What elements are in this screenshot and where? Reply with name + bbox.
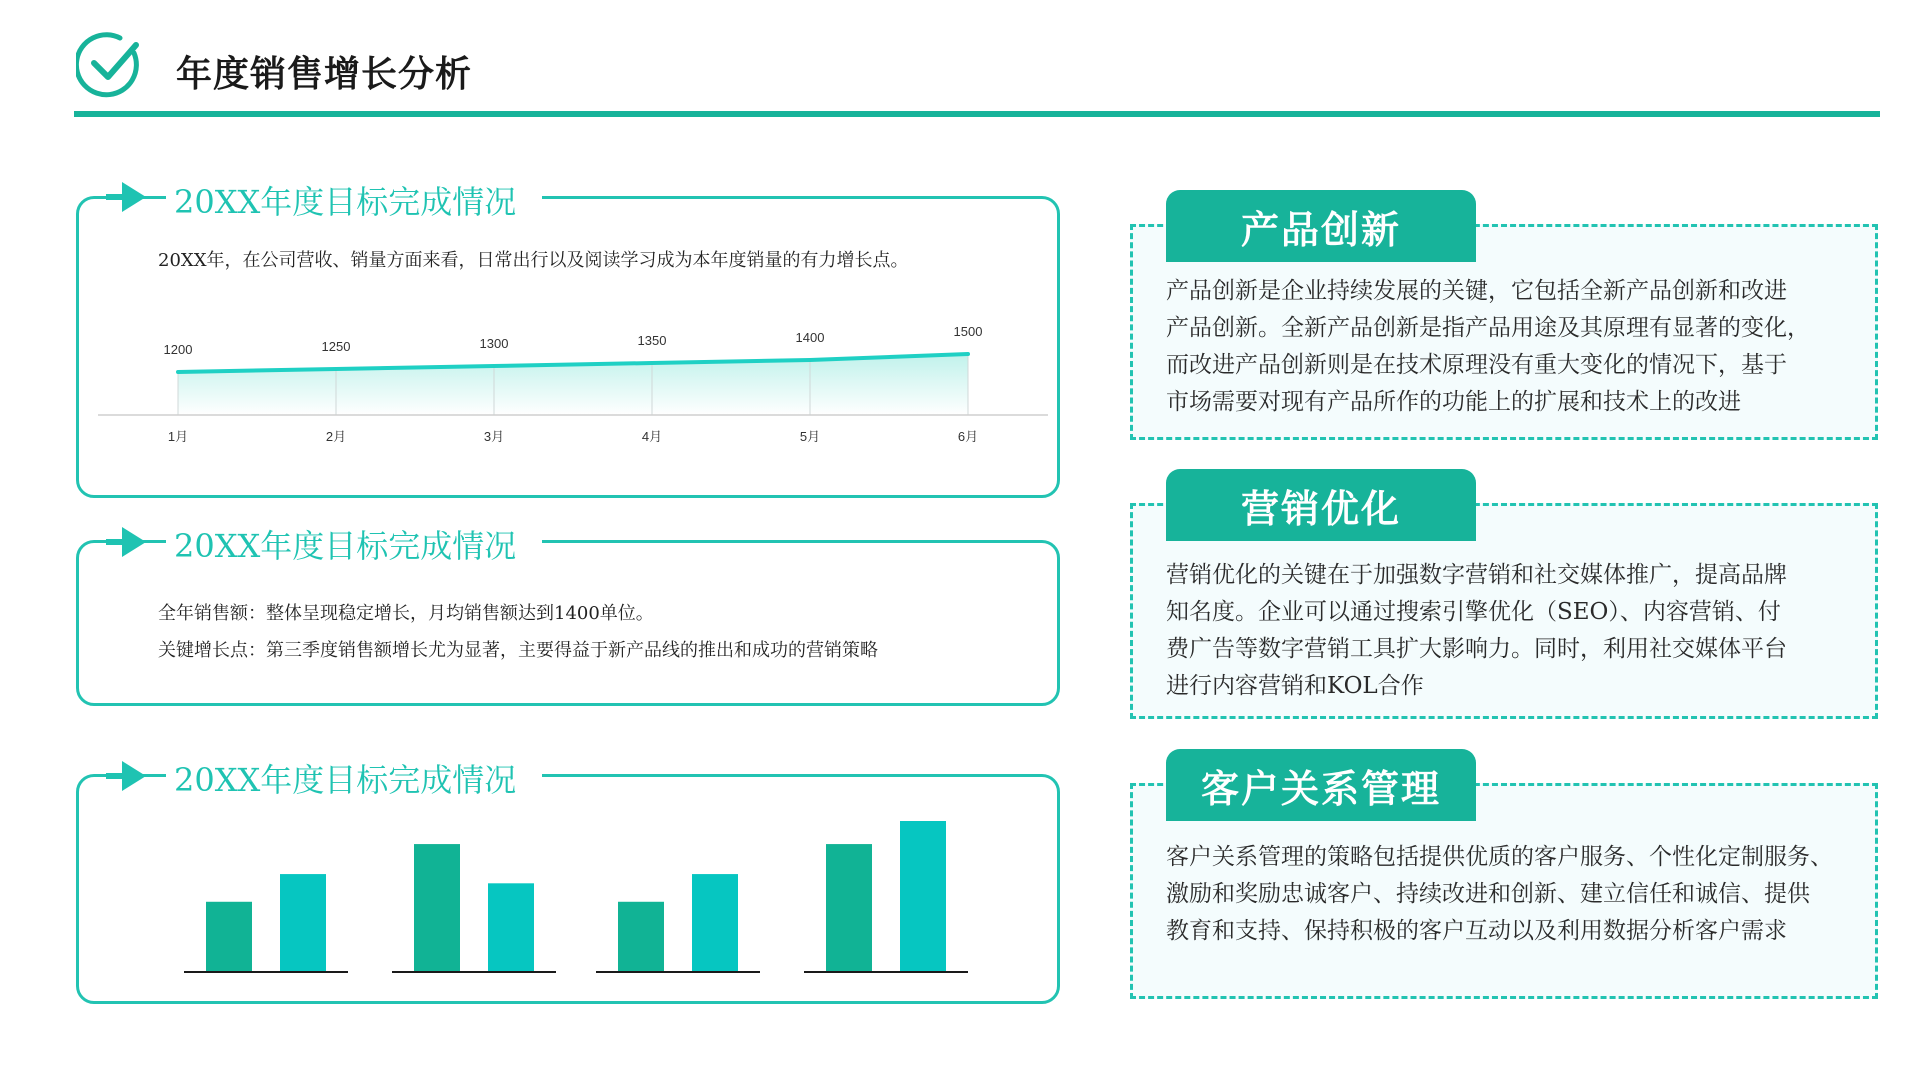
data-label: 1500 xyxy=(953,324,983,339)
summary-line-growth: 关键增长点：第三季度销售额增长尤为显著，主要得益于新产品线的推出和成功的营销策略 xyxy=(158,640,878,661)
summary-line-sales: 全年销售额：整体呈现稳定增长，月均销售额达到1400单位。 xyxy=(158,603,654,624)
bar xyxy=(618,902,664,971)
x-tick-label: 3月 xyxy=(483,429,505,444)
text-line: 市场需要对现有产品所作的功能上的扩展和技术上的改进 xyxy=(1166,389,1741,415)
text-line: 费广告等数字营销工具扩大影响力。同时，利用社交媒体平台 xyxy=(1166,636,1787,662)
text-line: 激励和奖励忠诚客户、持续改进和创新、建立信任和诚信、提供 xyxy=(1166,881,1810,907)
card-tab xyxy=(1166,749,1476,821)
bar xyxy=(826,844,872,971)
panel-description: 20XX年，在公司营收、销量方面来看，日常出行以及阅读学习成为本年度销量的有力增长点。 xyxy=(158,250,909,271)
x-tick-label: 1月 xyxy=(167,429,189,444)
card-title: 客户关系管理 xyxy=(1200,765,1441,811)
data-label: 1200 xyxy=(163,342,193,357)
card-tab xyxy=(1166,190,1476,262)
card-title: 营销优化 xyxy=(1240,485,1401,531)
panel-title: 20XX年度目标完成情况 xyxy=(166,177,542,223)
arrow-right-icon xyxy=(106,182,146,212)
bar xyxy=(900,821,946,971)
card-text xyxy=(1166,839,1866,950)
bar xyxy=(692,874,738,971)
panel-title: 20XX年度目标完成情况 xyxy=(166,521,542,567)
text-line: 知名度。企业可以通过搜索引擎优化（SEO）、内容营销、付 xyxy=(1166,599,1781,625)
text-line: 产品创新。全新产品创新是指产品用途及其原理有显著的变化， xyxy=(1166,315,1810,341)
x-tick-label: 5月 xyxy=(799,429,821,444)
arrow-right-icon xyxy=(106,527,146,557)
data-label: 1300 xyxy=(479,336,509,351)
card-tab xyxy=(1166,469,1476,541)
x-tick-label: 6月 xyxy=(957,429,979,444)
header-divider xyxy=(74,111,1880,117)
text-line: 产品创新是企业持续发展的关键，它包括全新产品创新和改进 xyxy=(1166,278,1787,304)
card-title: 产品创新 xyxy=(1240,206,1401,252)
text-line: 进行内容营销和KOL合作 xyxy=(1166,673,1424,699)
page-title: 年度销售增长分析 xyxy=(176,53,473,95)
text-line: 客户关系管理的策略包括提供优质的客户服务、个性化定制服务、 xyxy=(1166,844,1833,870)
bar xyxy=(414,844,460,971)
data-label: 1250 xyxy=(321,339,351,354)
bar xyxy=(280,874,326,971)
text-line: 教育和支持、保持积极的客户互动以及利用数据分析客户需求 xyxy=(1166,918,1787,944)
bar-chart xyxy=(76,800,1060,990)
x-tick-label: 4月 xyxy=(641,429,663,444)
data-label: 1350 xyxy=(637,333,667,348)
card-text xyxy=(1166,273,1866,421)
panel-title: 20XX年度目标完成情况 xyxy=(166,755,542,801)
card-text xyxy=(1166,557,1866,705)
text-line: 营销优化的关键在于加强数字营销和社交媒体推广，提高品牌 xyxy=(1166,562,1787,588)
bar xyxy=(488,883,534,971)
line-chart xyxy=(76,300,1060,520)
x-tick-label: 2月 xyxy=(325,429,347,444)
text-line: 而改进产品创新则是在技术原理没有重大变化的情况下，基于 xyxy=(1166,352,1787,378)
check-circle-icon xyxy=(76,31,144,99)
arrow-right-icon xyxy=(106,761,146,791)
data-label: 1400 xyxy=(795,330,825,345)
bar xyxy=(206,902,252,971)
